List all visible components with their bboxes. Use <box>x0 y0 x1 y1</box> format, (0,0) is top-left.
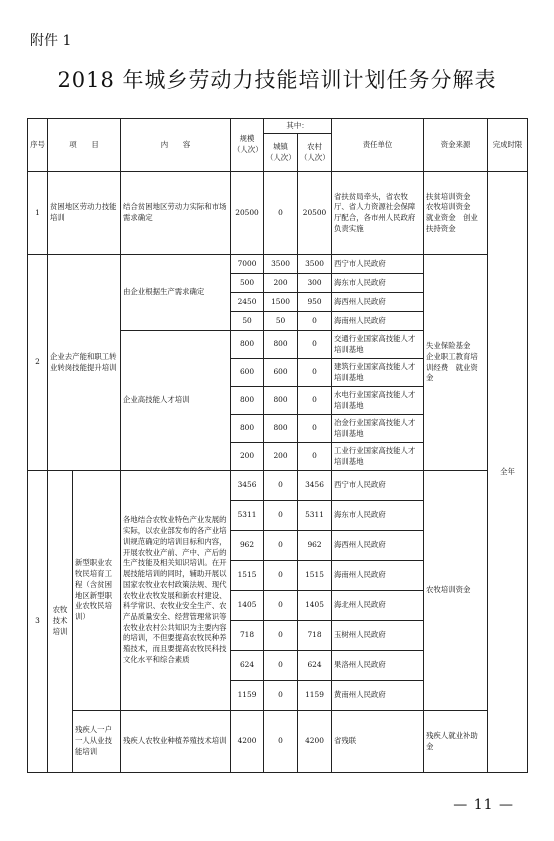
cell-rural: 624 <box>298 651 332 681</box>
header-content: 内 容 <box>121 119 231 172</box>
cell-rural: 0 <box>298 415 332 443</box>
s3-sub-b-item: 残疾人一户一人从业技能培训 <box>73 711 121 773</box>
header-deadline: 完成时限 <box>488 119 528 172</box>
cell-scale: 718 <box>231 621 264 651</box>
cell-scale: 200 <box>231 443 264 471</box>
cell-scale: 50 <box>231 312 264 331</box>
header-item: 项 目 <box>48 119 121 172</box>
s3-item: 农牧技术培训 <box>48 471 73 773</box>
s1-unit: 省扶贫局牵头，省农牧厅、省人力资源社会保障厅配合，各市州人民政府负责实施 <box>332 172 424 255</box>
cell-rural: 300 <box>298 274 332 293</box>
s1-scale: 20500 <box>231 172 264 255</box>
cell-urban: 600 <box>264 359 298 387</box>
cell-rural: 0 <box>298 387 332 415</box>
cell-unit: 海东市人民政府 <box>332 501 424 531</box>
cell-urban: 0 <box>264 501 298 531</box>
table-row <box>28 471 528 501</box>
cell-scale: 1405 <box>231 591 264 621</box>
header-seq: 序号 <box>28 119 48 172</box>
cell-urban: 0 <box>264 621 298 651</box>
header-rural: 农村（人次） <box>298 134 332 172</box>
cell-unit: 海南州人民政府 <box>332 312 424 331</box>
cell-scale: 5311 <box>231 501 264 531</box>
task-table <box>27 118 528 773</box>
s3-seq: 3 <box>28 471 48 773</box>
cell-unit: 省残联 <box>332 711 424 773</box>
cell-scale: 800 <box>231 415 264 443</box>
cell-unit: 海北州人民政府 <box>332 591 424 621</box>
page-title: 2018 年城乡劳动力技能培训计划任务分解表 <box>57 68 497 92</box>
cell-unit: 交通行业国家高技能人才培训基地 <box>332 331 424 359</box>
cell-rural: 0 <box>298 359 332 387</box>
cell-urban: 0 <box>264 561 298 591</box>
cell-scale: 4200 <box>231 711 264 773</box>
cell-unit: 果洛州人民政府 <box>332 651 424 681</box>
cell-urban: 200 <box>264 274 298 293</box>
cell-scale: 600 <box>231 359 264 387</box>
cell-urban: 3500 <box>264 255 298 274</box>
s2-item: 企业去产能和职工转业转岗技能提升培训 <box>48 255 121 471</box>
cell-urban: 800 <box>264 331 298 359</box>
cell-urban: 50 <box>264 312 298 331</box>
cell-rural: 0 <box>298 331 332 359</box>
cell-unit: 工业行业国家高技能人才培训基地 <box>332 443 424 471</box>
cell-rural: 1159 <box>298 681 332 711</box>
cell-scale: 962 <box>231 531 264 561</box>
cell-urban: 0 <box>264 681 298 711</box>
s1-fund: 扶贫培训资金 农牧培训资金 就业资金 创业扶持资金 <box>424 172 488 255</box>
cell-urban: 800 <box>264 415 298 443</box>
cell-rural: 1515 <box>298 561 332 591</box>
cell-scale: 800 <box>231 331 264 359</box>
cell-scale: 1159 <box>231 681 264 711</box>
cell-rural: 5311 <box>298 501 332 531</box>
s3-sub-b-content: 残疾人农牧业种植养殖技术培训 <box>121 711 231 773</box>
header-fund: 资金来源 <box>424 119 488 172</box>
s1-content: 结合贫困地区劳动力实际和市场需求确定 <box>121 172 231 255</box>
cell-unit: 黄南州人民政府 <box>332 681 424 711</box>
cell-unit: 冶金行业国家高技能人才培训基地 <box>332 415 424 443</box>
cell-urban: 0 <box>264 591 298 621</box>
s1-item: 贫困地区劳动力技能培训 <box>48 172 121 255</box>
cell-urban: 0 <box>264 711 298 773</box>
cell-rural: 962 <box>298 531 332 561</box>
deadline-cell: 全年 <box>488 172 528 773</box>
s3-sub-a-item: 新型职业农牧民培育工程（含贫困地区新型职业农牧民培训） <box>73 471 121 711</box>
cell-scale: 2450 <box>231 293 264 312</box>
cell-urban: 0 <box>264 531 298 561</box>
cell-unit: 西宁市人民政府 <box>332 471 424 501</box>
s3-sub-a-fund: 农牧培训资金 <box>424 471 488 711</box>
s3-sub-a-content: 各地结合农牧业特色产业发展的实际，以农业部发布的各产业培训规范确定的培训目标和内容，开展农牧业产前、产中、产后的生产技能及相关知识培训。在开展技能培训的同时，辅助开展以国家农牧业农村政策法规、现代农牧业农牧发展和新农村建设、科学常识、农牧业安全生产、农产品质量安全、经营管理常识等农牧业农村公共知识为主要内容的培训，不但要提高农牧民种养殖技术，而且要提高农牧民科技文化水平和综合素质 <box>121 471 231 711</box>
header-of-which: 其中： <box>264 119 332 134</box>
cell-unit: 海南州人民政府 <box>332 561 424 591</box>
s2-fund: 失业保险基金 企业职工教育培训经费 就业资金 <box>424 255 488 471</box>
cell-rural: 0 <box>298 443 332 471</box>
cell-unit: 海西州人民政府 <box>332 531 424 561</box>
cell-urban: 0 <box>264 651 298 681</box>
s2-sub-b-content: 企业高技能人才培训 <box>121 331 231 471</box>
header-urban: 城镇（人次） <box>264 134 298 172</box>
attachment-label: 附件 1 <box>30 33 72 49</box>
cell-unit: 西宁市人民政府 <box>332 255 424 274</box>
s3-sub-b-fund: 残疾人就业补助金 <box>424 711 488 773</box>
cell-rural: 4200 <box>298 711 332 773</box>
cell-unit: 海西州人民政府 <box>332 293 424 312</box>
cell-rural: 950 <box>298 293 332 312</box>
s1-seq: 1 <box>28 172 48 255</box>
cell-scale: 3456 <box>231 471 264 501</box>
page-number: — 11 — <box>453 797 514 813</box>
cell-scale: 500 <box>231 274 264 293</box>
cell-scale: 800 <box>231 387 264 415</box>
cell-scale: 1515 <box>231 561 264 591</box>
header-unit: 责任单位 <box>332 119 424 172</box>
cell-unit: 水电行业国家高技能人才培训基地 <box>332 387 424 415</box>
cell-rural: 718 <box>298 621 332 651</box>
cell-unit: 建筑行业国家高技能人才培训基地 <box>332 359 424 387</box>
s1-rural: 20500 <box>298 172 332 255</box>
cell-unit: 玉树州人民政府 <box>332 621 424 651</box>
cell-rural: 3456 <box>298 471 332 501</box>
table-row <box>28 711 528 773</box>
cell-urban: 0 <box>264 471 298 501</box>
s2-seq: 2 <box>28 255 48 471</box>
table-header-row <box>28 119 528 134</box>
cell-urban: 200 <box>264 443 298 471</box>
cell-rural: 1405 <box>298 591 332 621</box>
s1-urban: 0 <box>264 172 298 255</box>
cell-scale: 7000 <box>231 255 264 274</box>
table-row <box>28 172 528 255</box>
cell-urban: 1500 <box>264 293 298 312</box>
table-row <box>28 255 528 274</box>
header-scale: 规模（人次） <box>231 119 264 172</box>
cell-rural: 3500 <box>298 255 332 274</box>
cell-scale: 624 <box>231 651 264 681</box>
cell-rural: 0 <box>298 312 332 331</box>
cell-urban: 800 <box>264 387 298 415</box>
cell-unit: 海东市人民政府 <box>332 274 424 293</box>
s2-sub-a-content: 由企业根据生产需求确定 <box>121 255 231 331</box>
